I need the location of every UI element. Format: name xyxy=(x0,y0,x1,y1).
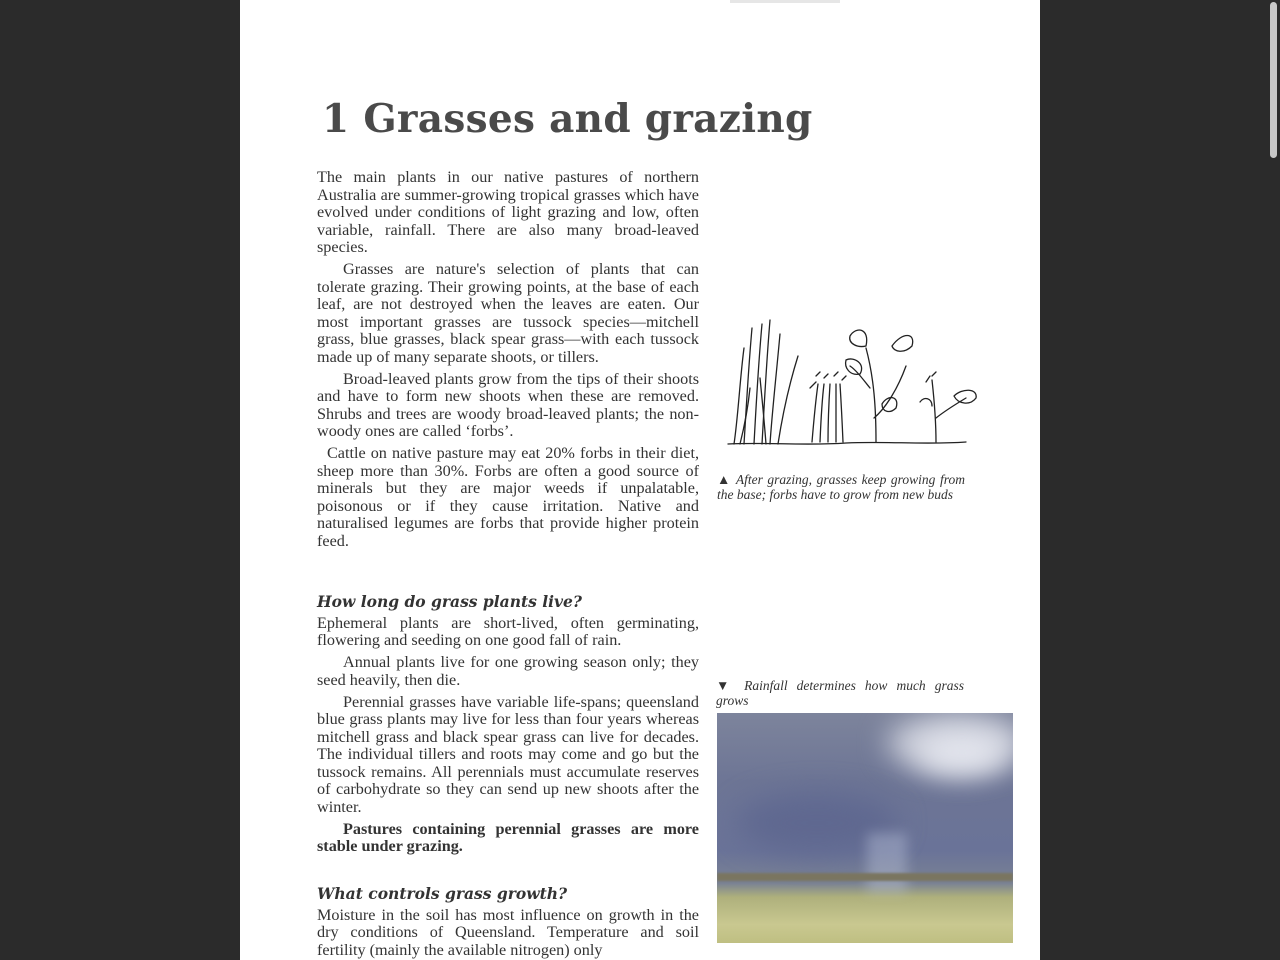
section-heading: How long do grass plants live? xyxy=(317,592,582,611)
paragraph: Pastures containing perennial grasses are more stable under grazing. xyxy=(317,819,699,855)
intro-text xyxy=(317,169,699,555)
section-heading: What controls grass growth? xyxy=(317,884,568,903)
document-page xyxy=(240,0,1040,960)
paragraph: Cattle on native pasture may eat 20% forbs in their diet, sheep more than 30%. Forbs are often a good source of minerals but they are major weeds if unpalatable, poisonous or if they cause irritation. Native and naturalised legumes are forbs that provide higher protein feed. xyxy=(317,444,699,550)
grass-forb-illustration xyxy=(726,318,988,452)
grass-tussock-ungrazed xyxy=(734,320,798,444)
paragraph: Grasses are nature's selection of plants that can tolerate grazing. Their growing points, at the base of each leaf, are not destroyed when the leaves are eaten. Our most important grasses are tussock species—mitchell grass, blue grasses, black spear grass—with each tussock made up of many separate shoots, or tillers. xyxy=(317,260,699,366)
rainfall-photo xyxy=(717,713,1013,943)
forb-grazed xyxy=(920,372,976,442)
ground-line xyxy=(728,442,966,444)
scrollbar-thumb[interactable] xyxy=(1270,2,1277,158)
vertical-scrollbar[interactable] xyxy=(1268,0,1278,960)
figure-caption-grazing: ▲ After grazing, grasses keep growing from the base; forbs have to grow from new buds xyxy=(717,472,965,502)
paragraph: Moisture in the soil has most influence on growth in the dry conditions of Queensland. Temperature and soil fertility (mainly the available nitrogen) only xyxy=(317,905,699,959)
figure-caption-rainfall: ▼ Rainfall determines how much grass grows xyxy=(716,678,964,708)
grass-tussock-grazed xyxy=(810,372,846,442)
paragraph: Perennial grasses have variable life-spans; queensland blue grass plants may live for less than four years whereas mitchell grass and black spear grass can live for decades. The individual tillers and roots may come and go but the tussock remains. All perennials must accumulate reserves of carbohydrate so they can send up new shoots after the winter. xyxy=(317,692,699,816)
section-lifespan xyxy=(317,593,699,860)
paragraph: Ephemeral plants are short-lived, often germinating, flowering and seeding on one good fall of rain. xyxy=(317,613,699,649)
section-growth xyxy=(317,885,699,960)
page-title: 1 Grasses and grazing xyxy=(322,96,813,142)
top-divider xyxy=(730,0,840,3)
paragraph: Broad-leaved plants grow from the tips of their shoots and have to form new shoots when these are removed. Shrubs and trees are woody broad-leaved plants; the non-woody ones are called ‘forbs’. xyxy=(317,369,699,440)
forb-ungrazed xyxy=(846,330,913,442)
paragraph: The main plants in our native pastures of northern Australia are summer-growing tropical grasses which have evolved under conditions of light grazing and low, often variable, rainfall. There are also many broad-leaved species. xyxy=(317,168,699,256)
paragraph: Annual plants live for one growing season only; they seed heavily, then die. xyxy=(317,653,699,689)
